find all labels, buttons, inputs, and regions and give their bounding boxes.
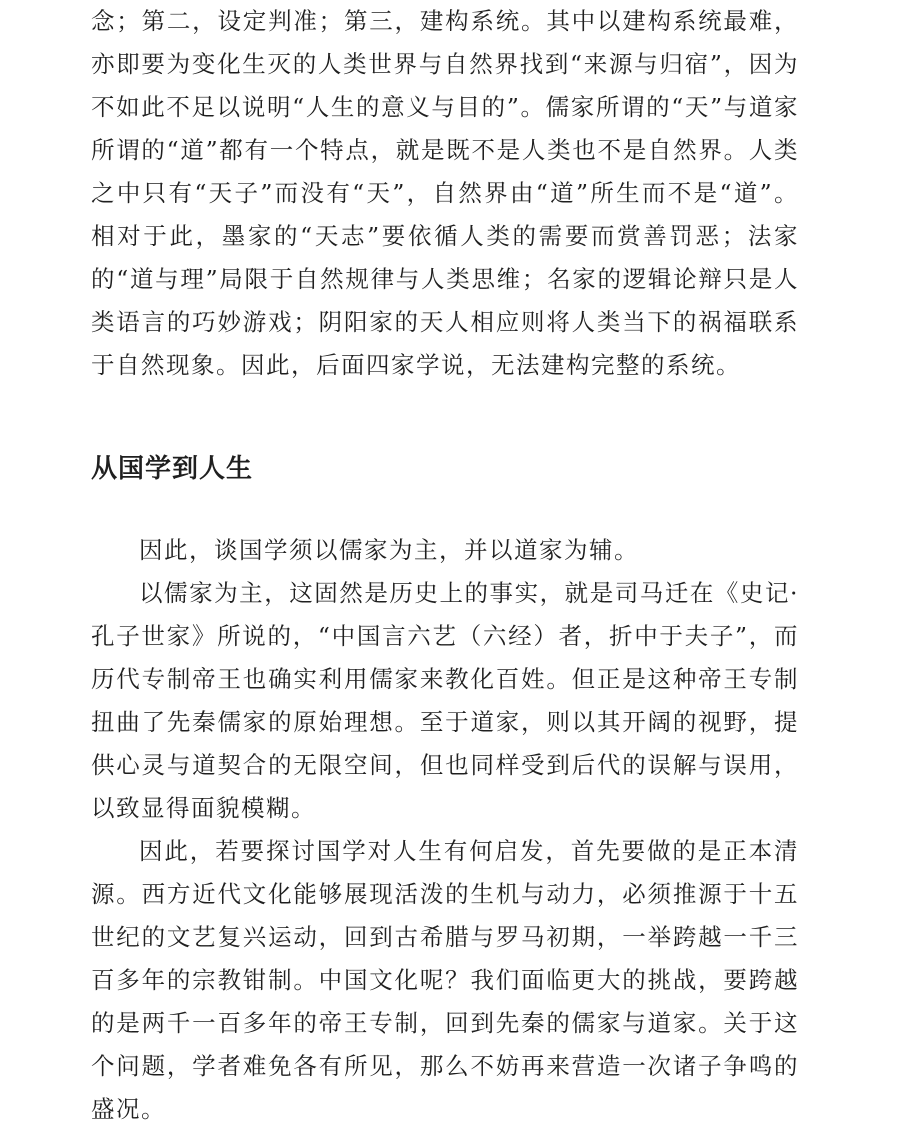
continued-paragraph: 念；第二，设定判准；第三，建构系统。其中以建构系统最难，亦即要为变化生灭的人类世界与自然界找到“来源与归宿”，因为不如此不足以说明“人生的意义与目的”。儒家所谓的“天”与道家所谓的“道”都有一个特点，就是既不是人类也不是自然界。人类之中只有“天子”而没有“天”，自然界由“道”所生而不是“道”。相对于此，墨家的“天志”要依循人类的需要而赏善罚恶；法家的“道与理”局限于自然规律与人类思维；名家的逻辑论辩只是人类语言的巧妙游戏；阴阳家的天人相应则将人类当下的祸福联系于自然现象。因此，后面四家学说，无法建构完整的系统。: [91, 7, 799, 379]
body-paragraph-3: 因此，若要探讨国学对人生有何启发，首先要做的是正本清源。西方近代文化能够展现活泼的生机与动力，必须推源于十五世纪的文艺复兴运动，回到古希腊与罗马初期，一举跨越一千三百多年的宗教钳制。中国文化呢？我们面临更大的挑战，要跨越的是两千一百多年的帝王专制，回到先秦的儒家与道家。关于这个问题，学者难免各有所见，那么不妨再来营造一次诸子争鸣的盛况。: [91, 837, 799, 1123]
body-paragraph-2: 以儒家为主，这固然是历史上的事实，就是司马迁在《史记·孔子世家》所说的，“中国言六艺（六经）者，折中于夫子”，而历代专制帝王也确实利用儒家来教化百姓。但正是这种帝王专制扭曲了先秦儒家的原始理想。至于道家，则以其开阔的视野，提供心灵与道契合的无限空间，但也同样受到后代的误解与误用，以致显得面貌模糊。: [91, 579, 799, 822]
section-title: 从国学到人生: [91, 454, 254, 484]
body-paragraph-1: 因此，谈国学须以儒家为主，并以道家为辅。: [139, 536, 639, 564]
book-page: [91, 0, 799, 1131]
